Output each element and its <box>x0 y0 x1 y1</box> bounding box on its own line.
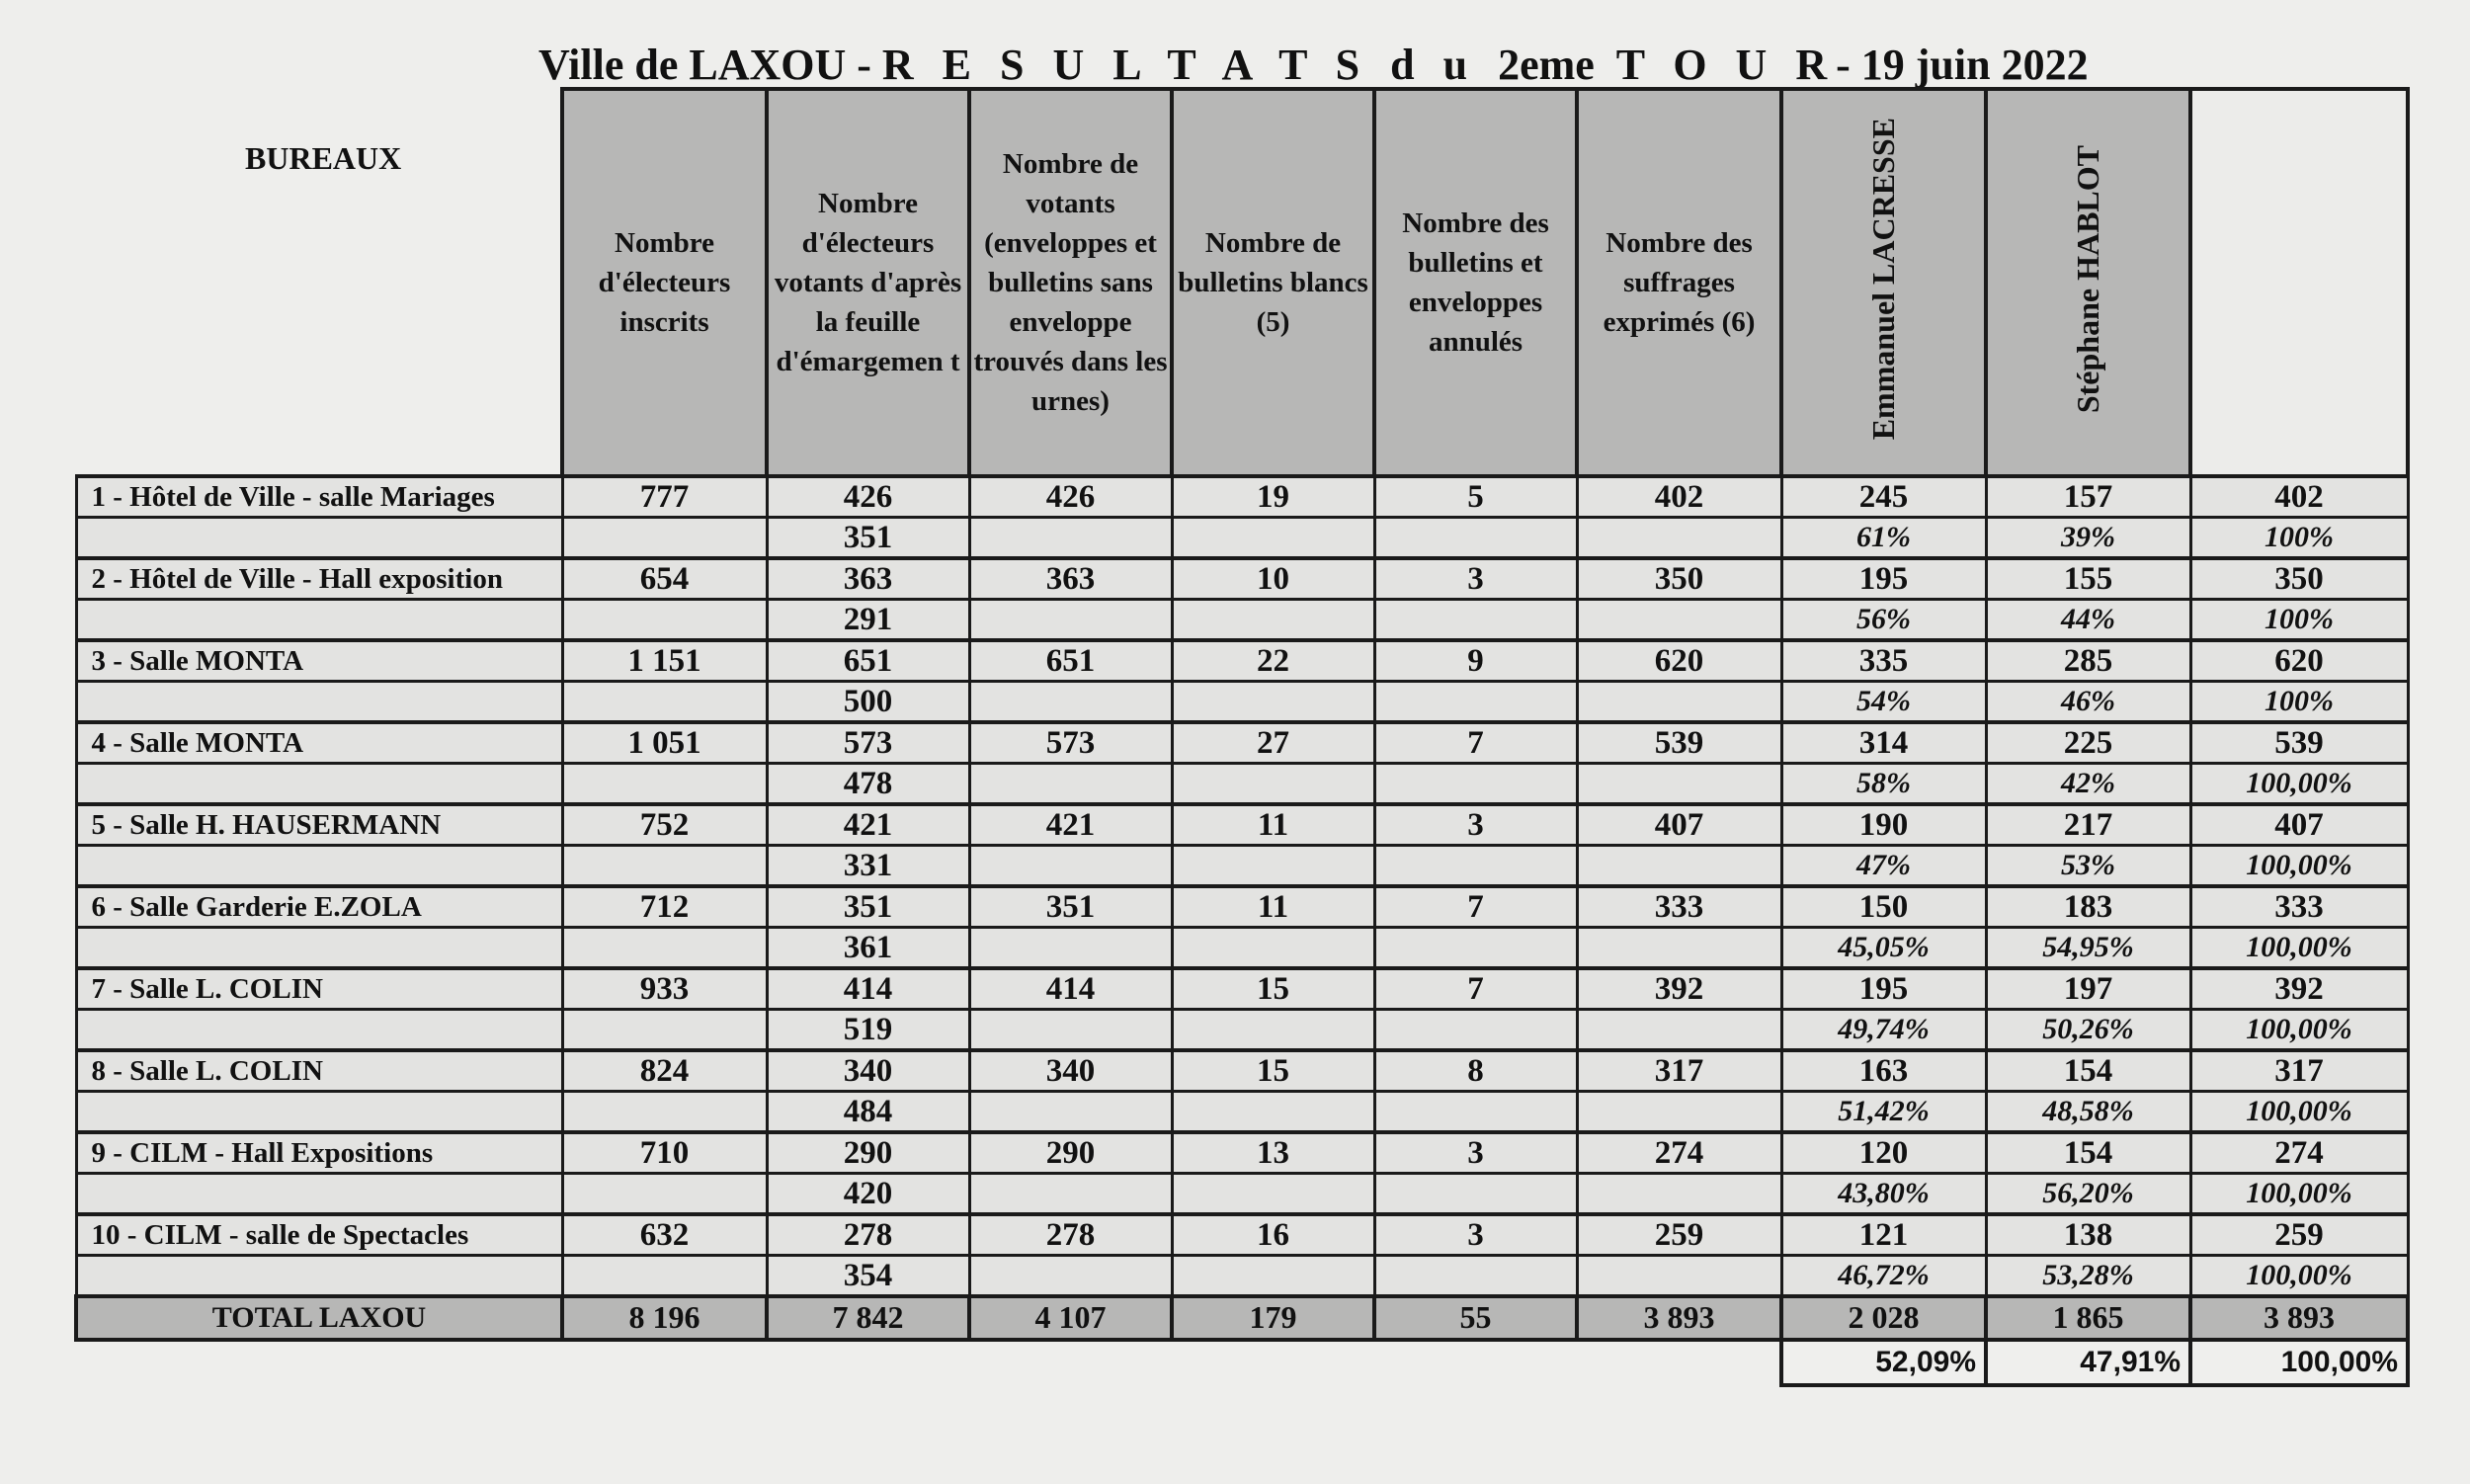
cell-blank <box>1577 1256 1781 1297</box>
cell-hablot-pct: 46% <box>1986 682 2190 723</box>
bureau-name: 4 - Salle MONTA <box>76 722 562 764</box>
cell-lacresse-pct: 46,72% <box>1781 1256 1986 1297</box>
cell-lacresse-votes: 245 <box>1781 476 1986 518</box>
cell-exprimes: 539 <box>1577 722 1781 764</box>
table-row <box>76 804 2408 846</box>
cell-total-pct: 100% <box>2190 518 2408 559</box>
table-subrow <box>76 682 2408 723</box>
bureau-name-blank <box>76 1092 562 1133</box>
table-row <box>76 968 2408 1010</box>
cell-lacresse-votes: 120 <box>1781 1132 1986 1174</box>
table-subrow <box>76 928 2408 969</box>
cell-lacresse-votes: 121 <box>1781 1214 1986 1256</box>
table-row <box>76 886 2408 928</box>
cell-inscrits: 777 <box>562 476 767 518</box>
cell-lacresse-votes: 190 <box>1781 804 1986 846</box>
total-lacresse-pct: 52,09% <box>1781 1340 1986 1385</box>
bureau-name-blank <box>76 600 562 641</box>
cell-total-pct: 100,00% <box>2190 846 2408 887</box>
empty-cell <box>767 1340 969 1385</box>
bureau-name: 9 - CILM - Hall Expositions <box>76 1132 562 1174</box>
cell-votants-urnes: 340 <box>969 1050 1172 1092</box>
cell-inscrits: 752 <box>562 804 767 846</box>
cell-inscrits: 1 151 <box>562 640 767 682</box>
cell-blank <box>562 600 767 641</box>
cell-blank <box>1374 600 1577 641</box>
cell-annules: 3 <box>1374 1214 1577 1256</box>
bureau-name-blank <box>76 1010 562 1051</box>
cell-inscrits: 1 051 <box>562 722 767 764</box>
cell-blank <box>1172 764 1374 805</box>
cell-hablot-votes: 154 <box>1986 1132 2190 1174</box>
cell-votants-urnes: 651 <box>969 640 1172 682</box>
table-subrow <box>76 518 2408 559</box>
cell-blancs: 10 <box>1172 558 1374 600</box>
cell-blancs: 13 <box>1172 1132 1374 1174</box>
cell-blank <box>1172 600 1374 641</box>
cell-blank <box>969 846 1172 887</box>
table-row <box>76 558 2408 600</box>
header-candidate-hablot <box>1986 89 2190 476</box>
cell-votants-secondary: 484 <box>767 1092 969 1133</box>
table-subrow <box>76 1010 2408 1051</box>
cell-blank <box>562 764 767 805</box>
cell-annules: 3 <box>1374 804 1577 846</box>
cell-annules: 5 <box>1374 476 1577 518</box>
cell-exprimes: 350 <box>1577 558 1781 600</box>
cell-hablot-pct: 42% <box>1986 764 2190 805</box>
cell-annules: 7 <box>1374 968 1577 1010</box>
cell-blancs: 11 <box>1172 886 1374 928</box>
cell-lacresse-votes: 195 <box>1781 968 1986 1010</box>
cell-votants-urnes: 351 <box>969 886 1172 928</box>
cell-hablot-pct: 53% <box>1986 846 2190 887</box>
total-urnes: 4 107 <box>969 1296 1172 1340</box>
header-inscrits: Nombre d'électeurs inscrits <box>562 89 767 476</box>
cell-exprimes: 402 <box>1577 476 1781 518</box>
title-tour-number: 2eme <box>1498 41 1595 89</box>
cell-votants-secondary: 331 <box>767 846 969 887</box>
cell-blank <box>562 846 767 887</box>
cell-blank <box>969 764 1172 805</box>
cell-blank <box>969 1174 1172 1215</box>
header-votants-urnes: Nombre de votants (enveloppes et bulletins sans enveloppe trouvés dans les urnes) <box>969 89 1172 476</box>
cell-votants: 290 <box>767 1132 969 1174</box>
cell-hablot-pct: 44% <box>1986 600 2190 641</box>
cell-total-pct: 100% <box>2190 600 2408 641</box>
cell-total-votes: 333 <box>2190 886 2408 928</box>
header-blancs: Nombre de bulletins blancs (5) <box>1172 89 1374 476</box>
bureau-name: 7 - Salle L. COLIN <box>76 968 562 1010</box>
header-exprimes: Nombre des suffrages exprimés (6) <box>1577 89 1781 476</box>
total-blancs: 179 <box>1172 1296 1374 1340</box>
cell-blank <box>562 928 767 969</box>
cell-exprimes: 333 <box>1577 886 1781 928</box>
cell-total-votes: 259 <box>2190 1214 2408 1256</box>
cell-votants-secondary: 291 <box>767 600 969 641</box>
cell-blancs: 11 <box>1172 804 1374 846</box>
cell-votants-secondary: 361 <box>767 928 969 969</box>
cell-blancs: 16 <box>1172 1214 1374 1256</box>
cell-votants-urnes: 573 <box>969 722 1172 764</box>
total-row <box>76 1296 2408 1340</box>
cell-hablot-votes: 157 <box>1986 476 2190 518</box>
cell-annules: 9 <box>1374 640 1577 682</box>
cell-hablot-pct: 53,28% <box>1986 1256 2190 1297</box>
total-c1: 2 028 <box>1781 1296 1986 1340</box>
table-row <box>76 476 2408 518</box>
header-candidate-lacresse <box>1781 89 1986 476</box>
cell-blank <box>1374 764 1577 805</box>
cell-blank <box>969 600 1172 641</box>
cell-blank <box>1172 682 1374 723</box>
cell-total-pct: 100% <box>2190 682 2408 723</box>
cell-hablot-votes: 217 <box>1986 804 2190 846</box>
bureau-name: 10 - CILM - salle de Spectacles <box>76 1214 562 1256</box>
cell-votants-urnes: 426 <box>969 476 1172 518</box>
bureau-name: 5 - Salle H. HAUSERMANN <box>76 804 562 846</box>
cell-blank <box>1577 1010 1781 1051</box>
table-row <box>76 1050 2408 1092</box>
table-row <box>76 722 2408 764</box>
cell-hablot-pct: 54,95% <box>1986 928 2190 969</box>
title-tour: T O U R <box>1615 41 1837 89</box>
cell-lacresse-pct: 43,80% <box>1781 1174 1986 1215</box>
cell-blancs: 15 <box>1172 1050 1374 1092</box>
table-subrow <box>76 600 2408 641</box>
cell-blank <box>969 1010 1172 1051</box>
cell-blank <box>1172 1092 1374 1133</box>
title-du: d u <box>1390 41 1477 89</box>
cell-blank <box>1172 518 1374 559</box>
cell-hablot-pct: 48,58% <box>1986 1092 2190 1133</box>
cell-hablot-votes: 225 <box>1986 722 2190 764</box>
cell-total-pct: 100,00% <box>2190 928 2408 969</box>
cell-total-pct: 100,00% <box>2190 1174 2408 1215</box>
cell-exprimes: 407 <box>1577 804 1781 846</box>
empty-cell <box>969 1340 1172 1385</box>
cell-hablot-votes: 138 <box>1986 1214 2190 1256</box>
cell-hablot-pct: 39% <box>1986 518 2190 559</box>
cell-exprimes: 392 <box>1577 968 1781 1010</box>
cell-blank <box>1374 1092 1577 1133</box>
total-total: 3 893 <box>2190 1296 2408 1340</box>
bureau-name-blank <box>76 518 562 559</box>
cell-blank <box>562 1092 767 1133</box>
cell-lacresse-votes: 150 <box>1781 886 1986 928</box>
header-votants-emargement: Nombre d'électeurs votants d'après la feuille d'émargemen t <box>767 89 969 476</box>
bureau-name: 8 - Salle L. COLIN <box>76 1050 562 1092</box>
table-row <box>76 1132 2408 1174</box>
cell-blank <box>562 682 767 723</box>
cell-votants-urnes: 290 <box>969 1132 1172 1174</box>
table-subrow <box>76 1092 2408 1133</box>
cell-total-votes: 350 <box>2190 558 2408 600</box>
cell-blank <box>969 928 1172 969</box>
table-subrow <box>76 1256 2408 1297</box>
cell-blank <box>562 518 767 559</box>
cell-blank <box>1577 518 1781 559</box>
cell-votants: 421 <box>767 804 969 846</box>
cell-lacresse-votes: 195 <box>1781 558 1986 600</box>
cell-total-pct: 100,00% <box>2190 1256 2408 1297</box>
document-title <box>538 40 2089 90</box>
cell-total-votes: 317 <box>2190 1050 2408 1092</box>
cell-votants-urnes: 278 <box>969 1214 1172 1256</box>
bureau-name: 2 - Hôtel de Ville - Hall exposition <box>76 558 562 600</box>
cell-votants: 351 <box>767 886 969 928</box>
cell-votants-urnes: 363 <box>969 558 1172 600</box>
cell-votants: 573 <box>767 722 969 764</box>
candidate-hablot-name: Stéphane HABLOT <box>2069 144 2105 413</box>
total-label: TOTAL LAXOU <box>76 1296 562 1340</box>
cell-blank <box>969 1092 1172 1133</box>
cell-blank <box>1172 1256 1374 1297</box>
title-resultats: R E S U L T A T S <box>881 41 1369 89</box>
cell-blank <box>1577 846 1781 887</box>
cell-blank <box>1172 1010 1374 1051</box>
cell-inscrits: 712 <box>562 886 767 928</box>
cell-exprimes: 274 <box>1577 1132 1781 1174</box>
cell-total-pct: 100,00% <box>2190 764 2408 805</box>
cell-exprimes: 620 <box>1577 640 1781 682</box>
cell-lacresse-pct: 58% <box>1781 764 1986 805</box>
empty-cell <box>562 1340 767 1385</box>
cell-votants: 278 <box>767 1214 969 1256</box>
header-total-blank <box>2190 89 2408 476</box>
cell-blank <box>1577 1092 1781 1133</box>
cell-total-votes: 392 <box>2190 968 2408 1010</box>
cell-blank <box>1374 1174 1577 1215</box>
header-row <box>76 89 2408 476</box>
cell-blank <box>1374 928 1577 969</box>
cell-hablot-votes: 285 <box>1986 640 2190 682</box>
cell-lacresse-pct: 45,05% <box>1781 928 1986 969</box>
cell-inscrits: 824 <box>562 1050 767 1092</box>
cell-blank <box>1172 1174 1374 1215</box>
cell-total-votes: 539 <box>2190 722 2408 764</box>
cell-votants-secondary: 500 <box>767 682 969 723</box>
cell-blank <box>562 1174 767 1215</box>
cell-blank <box>1172 928 1374 969</box>
cell-blank <box>969 1256 1172 1297</box>
cell-inscrits: 710 <box>562 1132 767 1174</box>
total-inscrits: 8 196 <box>562 1296 767 1340</box>
cell-total-votes: 620 <box>2190 640 2408 682</box>
cell-annules: 3 <box>1374 1132 1577 1174</box>
table-row <box>76 1214 2408 1256</box>
cell-votants-urnes: 414 <box>969 968 1172 1010</box>
cell-lacresse-pct: 49,74% <box>1781 1010 1986 1051</box>
cell-blank <box>1374 518 1577 559</box>
cell-votants: 414 <box>767 968 969 1010</box>
cell-hablot-pct: 50,26% <box>1986 1010 2190 1051</box>
cell-votants: 340 <box>767 1050 969 1092</box>
bureau-name-blank <box>76 846 562 887</box>
cell-blancs: 27 <box>1172 722 1374 764</box>
bureau-name-blank <box>76 682 562 723</box>
empty-cell <box>1172 1340 1374 1385</box>
cell-annules: 7 <box>1374 722 1577 764</box>
header-annules: Nombre des bulletins et enveloppes annulés <box>1374 89 1577 476</box>
table-subrow <box>76 764 2408 805</box>
bureau-name: 6 - Salle Garderie E.ZOLA <box>76 886 562 928</box>
cell-votants-secondary: 420 <box>767 1174 969 1215</box>
cell-blancs: 15 <box>1172 968 1374 1010</box>
cell-total-pct: 100,00% <box>2190 1092 2408 1133</box>
cell-total-votes: 407 <box>2190 804 2408 846</box>
cell-blank <box>1577 764 1781 805</box>
empty-cell <box>1577 1340 1781 1385</box>
cell-votants-secondary: 519 <box>767 1010 969 1051</box>
cell-votants: 363 <box>767 558 969 600</box>
header-spacer <box>76 89 562 476</box>
cell-lacresse-pct: 51,42% <box>1781 1092 1986 1133</box>
cell-annules: 3 <box>1374 558 1577 600</box>
empty-cell <box>76 1340 562 1385</box>
bureau-name: 1 - Hôtel de Ville - salle Mariages <box>76 476 562 518</box>
cell-lacresse-pct: 61% <box>1781 518 1986 559</box>
cell-blank <box>562 1010 767 1051</box>
cell-lacresse-votes: 335 <box>1781 640 1986 682</box>
cell-total-votes: 402 <box>2190 476 2408 518</box>
cell-annules: 8 <box>1374 1050 1577 1092</box>
cell-exprimes: 259 <box>1577 1214 1781 1256</box>
cell-blank <box>1577 928 1781 969</box>
cell-lacresse-votes: 314 <box>1781 722 1986 764</box>
cell-votants-secondary: 478 <box>767 764 969 805</box>
table-subrow <box>76 1174 2408 1215</box>
total-exprimes: 3 893 <box>1577 1296 1781 1340</box>
cell-exprimes: 317 <box>1577 1050 1781 1092</box>
cell-annules: 7 <box>1374 886 1577 928</box>
cell-lacresse-pct: 54% <box>1781 682 1986 723</box>
cell-hablot-votes: 183 <box>1986 886 2190 928</box>
total-hablot-pct: 47,91% <box>1986 1340 2190 1385</box>
candidate-lacresse-name: Emmanuel LACRESSE <box>1864 118 1901 441</box>
table-subrow <box>76 846 2408 887</box>
cell-total-votes: 274 <box>2190 1132 2408 1174</box>
bureau-name: 3 - Salle MONTA <box>76 640 562 682</box>
cell-votants: 426 <box>767 476 969 518</box>
title-date: - 19 juin 2022 <box>1836 41 2089 89</box>
cell-blancs: 22 <box>1172 640 1374 682</box>
empty-cell <box>1374 1340 1577 1385</box>
total-votants: 7 842 <box>767 1296 969 1340</box>
cell-blank <box>1374 1256 1577 1297</box>
bureau-name-blank <box>76 1174 562 1215</box>
total-pct-row <box>76 1340 2408 1385</box>
bureaux-label: BUREAUX <box>245 140 402 176</box>
cell-lacresse-pct: 47% <box>1781 846 1986 887</box>
bureau-name-blank <box>76 1256 562 1297</box>
cell-votants-urnes: 421 <box>969 804 1172 846</box>
cell-blank <box>1577 682 1781 723</box>
total-c2: 1 865 <box>1986 1296 2190 1340</box>
cell-blank <box>969 682 1172 723</box>
cell-inscrits: 933 <box>562 968 767 1010</box>
cell-lacresse-pct: 56% <box>1781 600 1986 641</box>
cell-hablot-pct: 56,20% <box>1986 1174 2190 1215</box>
cell-votants-secondary: 351 <box>767 518 969 559</box>
cell-blank <box>1172 846 1374 887</box>
cell-votants-secondary: 354 <box>767 1256 969 1297</box>
cell-inscrits: 654 <box>562 558 767 600</box>
results-table <box>74 87 2410 1387</box>
cell-blank <box>969 518 1172 559</box>
total-overall-pct: 100,00% <box>2190 1340 2408 1385</box>
cell-blank <box>1577 1174 1781 1215</box>
cell-blank <box>562 1256 767 1297</box>
title-prefix: Ville de LAXOU - <box>538 41 882 89</box>
cell-hablot-votes: 154 <box>1986 1050 2190 1092</box>
total-annules: 55 <box>1374 1296 1577 1340</box>
table-row <box>76 640 2408 682</box>
cell-blancs: 19 <box>1172 476 1374 518</box>
cell-total-pct: 100,00% <box>2190 1010 2408 1051</box>
cell-inscrits: 632 <box>562 1214 767 1256</box>
bureau-name-blank <box>76 928 562 969</box>
cell-votants: 651 <box>767 640 969 682</box>
cell-blank <box>1374 682 1577 723</box>
cell-blank <box>1374 846 1577 887</box>
cell-hablot-votes: 155 <box>1986 558 2190 600</box>
cell-blank <box>1374 1010 1577 1051</box>
cell-blank <box>1577 600 1781 641</box>
bureau-name-blank <box>76 764 562 805</box>
cell-hablot-votes: 197 <box>1986 968 2190 1010</box>
cell-lacresse-votes: 163 <box>1781 1050 1986 1092</box>
